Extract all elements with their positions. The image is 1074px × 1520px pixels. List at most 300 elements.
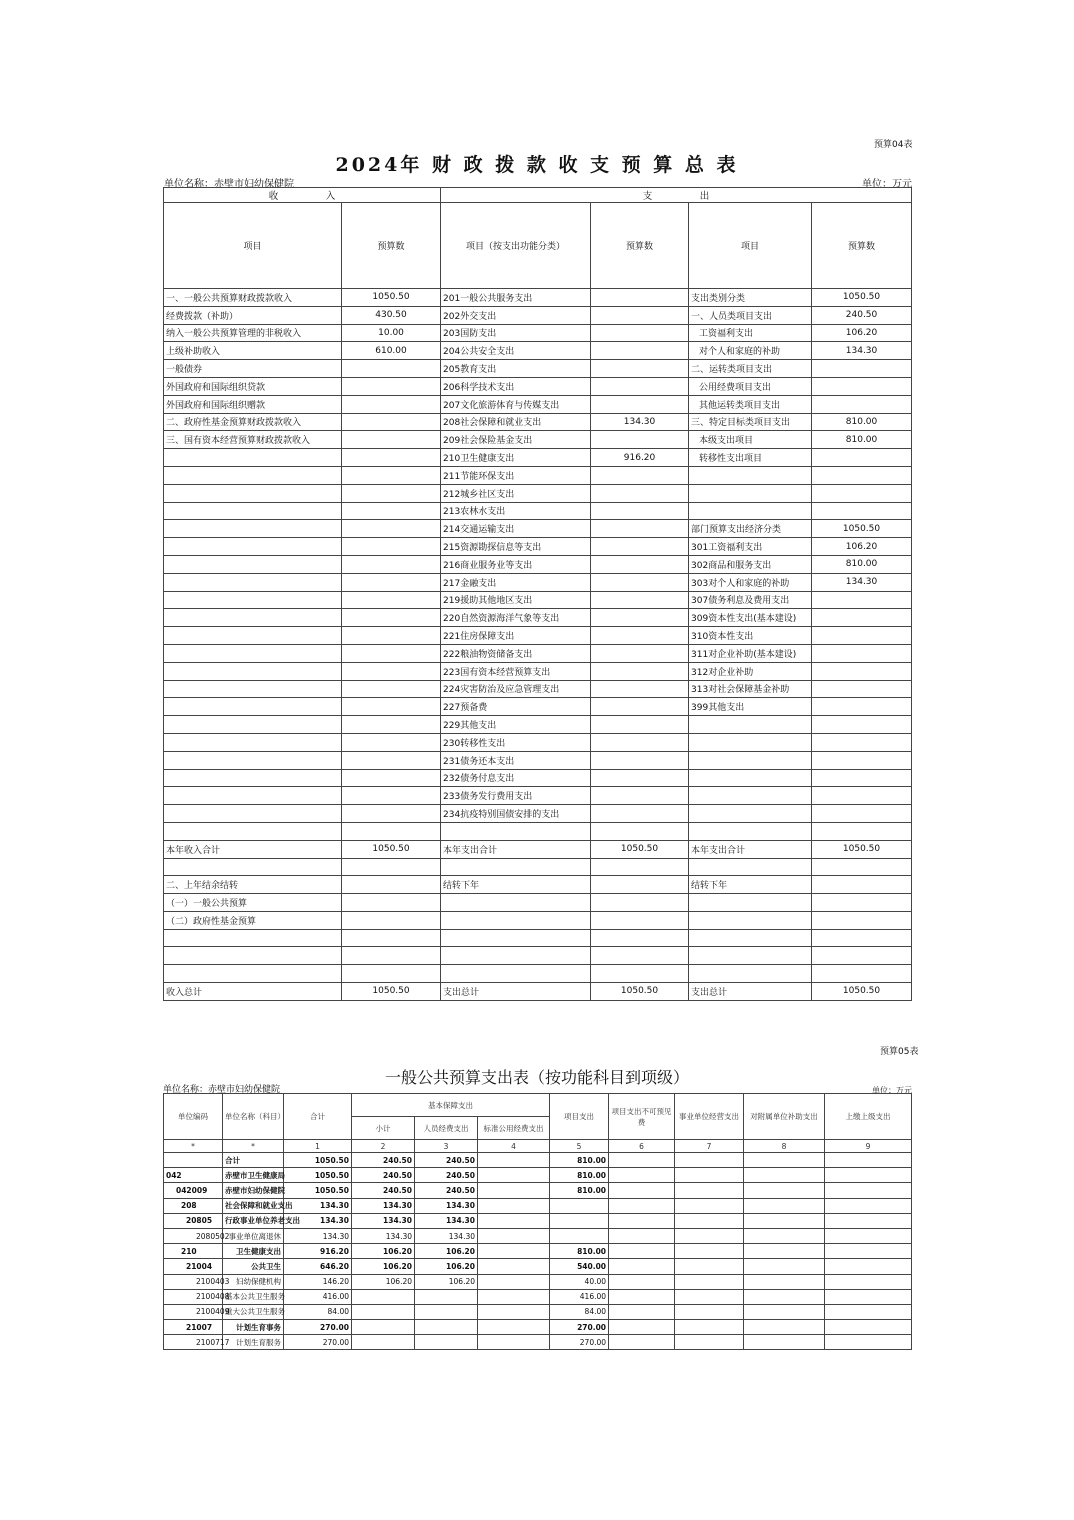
table-cell	[441, 894, 591, 912]
table-cell: 240.50	[352, 1168, 415, 1183]
table-cell: 上级补助收入	[164, 342, 342, 360]
table-cell: 84.00	[284, 1304, 352, 1319]
table-row	[164, 822, 912, 840]
table-cell	[675, 1228, 744, 1243]
table-cell	[164, 751, 342, 769]
table-cell	[744, 1304, 825, 1319]
table-cell: 对个人和家庭的补助	[689, 342, 812, 360]
table-cell: 302商品和服务支出	[689, 555, 812, 573]
table-cell	[591, 769, 689, 787]
table-cell: 转移性支出项目	[689, 449, 812, 467]
table-cell: 134.30	[415, 1198, 478, 1213]
table-cell	[591, 484, 689, 502]
table-cell: 1050.50	[812, 520, 912, 538]
table-cell	[689, 733, 812, 751]
table-cell: 一、人员类项目支出	[689, 306, 812, 324]
table-cell	[164, 555, 342, 573]
table-cell	[689, 947, 812, 965]
table-row	[164, 1198, 912, 1213]
table-row	[164, 573, 912, 591]
table-cell: 106.20	[415, 1244, 478, 1259]
table-cell: 二、上年结余结转	[164, 876, 342, 894]
table-cell	[591, 698, 689, 716]
table-cell	[689, 805, 812, 823]
table-cell	[675, 1183, 744, 1198]
table-cell: 计划生育服务	[223, 1335, 284, 1350]
table-cell: 311对企业补助(基本建设)	[689, 644, 812, 662]
page-title-2: 一般公共预算支出表（按功能科目到项级）	[384, 1068, 689, 1087]
table-cell	[689, 929, 812, 947]
table-cell: 213农林水支出	[441, 502, 591, 520]
table-cell	[164, 449, 342, 467]
table-cell: 本年收入合计	[164, 840, 342, 858]
table-cell	[812, 876, 912, 894]
table-cell	[478, 1259, 550, 1274]
table-cell: 240.50	[812, 306, 912, 324]
table-cell	[478, 1244, 550, 1259]
table-cell: 20805	[164, 1213, 223, 1228]
table-cell	[689, 911, 812, 929]
table-cell	[164, 929, 342, 947]
table-cell	[825, 1183, 912, 1198]
table-row	[164, 680, 912, 698]
table-row	[164, 1274, 912, 1289]
table-row	[164, 983, 912, 1001]
col-header: 小计	[352, 1117, 415, 1140]
table-cell	[342, 805, 441, 823]
table-cell	[675, 1213, 744, 1228]
table-cell	[591, 502, 689, 520]
table-cell: 810.00	[812, 431, 912, 449]
page-title-1: 2024年 财 政 拨 款 收 支 预 算 总 表	[335, 154, 739, 176]
table-cell: 公用经费项目支出	[689, 377, 812, 395]
table-cell	[812, 769, 912, 787]
table-cell	[591, 929, 689, 947]
table-cell	[609, 1198, 675, 1213]
table-cell: 1050.50	[342, 983, 441, 1001]
col-header: 上缴上级支出	[825, 1094, 912, 1140]
table-cell: 146.20	[284, 1274, 352, 1289]
col-header: 项目	[164, 203, 342, 289]
table-cell	[164, 627, 342, 645]
table-cell	[812, 698, 912, 716]
table-cell: 本年支出合计	[689, 840, 812, 858]
table-cell: 231债务还本支出	[441, 751, 591, 769]
table-cell	[689, 484, 812, 502]
table-cell	[415, 1304, 478, 1319]
table-cell	[591, 733, 689, 751]
table-cell	[342, 573, 441, 591]
table-cell	[689, 894, 812, 912]
table-cell	[478, 1320, 550, 1335]
table-row	[164, 360, 912, 378]
table-cell	[812, 680, 912, 698]
index-cell: 5	[550, 1140, 609, 1153]
table-cell	[478, 1168, 550, 1183]
table-cell: 84.00	[550, 1304, 609, 1319]
col-header: 合计	[284, 1094, 352, 1140]
table-cell	[689, 751, 812, 769]
table-cell	[164, 858, 342, 876]
table-row	[164, 1320, 912, 1335]
table-cell: 2100717	[164, 1335, 223, 1350]
table-cell	[342, 591, 441, 609]
table-cell: 结转下年	[441, 876, 591, 894]
table-cell: 2100403	[164, 1274, 223, 1289]
table-cell: 支出类别分类	[689, 289, 812, 307]
table-cell: 212城乡社区支出	[441, 484, 591, 502]
col-header: 项目（按支出功能分类）	[441, 203, 591, 289]
table-cell: 208社会保障和就业支出	[441, 413, 591, 431]
table-cell: 134.30	[352, 1198, 415, 1213]
table-cell: 222粮油物资储备支出	[441, 644, 591, 662]
table-cell: 810.00	[550, 1183, 609, 1198]
table-cell	[744, 1335, 825, 1350]
table-row	[164, 733, 912, 751]
table-cell: 309资本性支出(基本建设)	[689, 609, 812, 627]
table-cell	[164, 716, 342, 734]
table-cell	[591, 858, 689, 876]
table-cell	[812, 894, 912, 912]
expenditure-by-function-table	[163, 1093, 912, 1350]
table-cell: 1050.50	[342, 840, 441, 858]
table-cell: 270.00	[550, 1335, 609, 1350]
table-row	[164, 1289, 912, 1304]
table-cell	[342, 858, 441, 876]
table-cell	[591, 680, 689, 698]
table-cell	[675, 1320, 744, 1335]
table-cell: 310资本性支出	[689, 627, 812, 645]
table-row	[164, 698, 912, 716]
table-cell: 416.00	[550, 1289, 609, 1304]
index-cell: 6	[609, 1140, 675, 1153]
table-cell: 重大公共卫生服务	[223, 1304, 284, 1319]
table-row	[164, 324, 912, 342]
table-cell: 134.30	[352, 1228, 415, 1243]
table-cell: 二、运转类项目支出	[689, 360, 812, 378]
table-row	[164, 894, 912, 912]
table-cell: 399其他支出	[689, 698, 812, 716]
table-cell	[744, 1153, 825, 1168]
table-cell	[825, 1304, 912, 1319]
table-cell: 810.00	[812, 555, 912, 573]
table-cell	[591, 466, 689, 484]
table-cell: 结转下年	[689, 876, 812, 894]
table-cell: 行政事业单位养老支出	[223, 1213, 284, 1228]
table-cell: 1050.50	[812, 289, 912, 307]
table-cell	[812, 377, 912, 395]
table-cell	[591, 947, 689, 965]
table-cell	[164, 680, 342, 698]
table-cell	[478, 1213, 550, 1228]
table-cell: 810.00	[550, 1168, 609, 1183]
table-cell: 303对个人和家庭的补助	[689, 573, 812, 591]
table-cell: （二）政府性基金预算	[164, 911, 342, 929]
table-cell: 卫生健康支出	[223, 1244, 284, 1259]
table-row	[164, 787, 912, 805]
table-cell: 210卫生健康支出	[441, 449, 591, 467]
table-cell: 二、政府性基金预算财政拨款收入	[164, 413, 342, 431]
table-cell: 2100409	[164, 1304, 223, 1319]
table-cell: 21004	[164, 1259, 223, 1274]
table-cell	[812, 965, 912, 983]
table-cell	[342, 822, 441, 840]
table-cell	[825, 1228, 912, 1243]
table-cell	[591, 431, 689, 449]
col-header: 人员经费支出	[415, 1117, 478, 1140]
table-cell	[825, 1320, 912, 1335]
table-cell	[812, 466, 912, 484]
table-cell: 234抗疫特别国债安排的支出	[441, 805, 591, 823]
table-cell: 209社会保险基金支出	[441, 431, 591, 449]
table-cell: 134.30	[352, 1213, 415, 1228]
table-cell	[591, 716, 689, 734]
table-cell: 三、国有资本经营预算财政拨款收入	[164, 431, 342, 449]
table-cell	[825, 1289, 912, 1304]
table-cell	[591, 662, 689, 680]
table-cell	[342, 929, 441, 947]
table-cell: 208	[164, 1198, 223, 1213]
table-cell	[342, 680, 441, 698]
table-cell: 134.30	[591, 413, 689, 431]
table-cell	[609, 1274, 675, 1289]
table-cell	[342, 911, 441, 929]
table-cell	[609, 1304, 675, 1319]
table-cell	[812, 591, 912, 609]
table-cell: 106.20	[812, 324, 912, 342]
table-cell	[342, 609, 441, 627]
table-row	[164, 1244, 912, 1259]
table-cell: 042	[164, 1168, 223, 1183]
index-cell: 7	[675, 1140, 744, 1153]
table-cell	[164, 822, 342, 840]
table-cell: 社会保障和就业支出	[223, 1198, 284, 1213]
table-row	[164, 591, 912, 609]
table-cell	[441, 822, 591, 840]
table-cell: 1050.50	[342, 289, 441, 307]
col-header: 标准公用经费支出	[478, 1117, 550, 1140]
table-cell: 134.30	[812, 573, 912, 591]
table-cell: 收入总计	[164, 983, 342, 1001]
table-cell: 810.00	[812, 413, 912, 431]
table-cell	[675, 1244, 744, 1259]
table-cell	[591, 342, 689, 360]
table-cell: 216商业服务业等支出	[441, 555, 591, 573]
table-cell	[478, 1304, 550, 1319]
table-row	[164, 1183, 912, 1198]
table-cell: 2080502	[164, 1228, 223, 1243]
table-cell	[342, 769, 441, 787]
table-cell: 810.00	[550, 1244, 609, 1259]
table-cell	[352, 1335, 415, 1350]
table-cell	[164, 1153, 223, 1168]
table-cell	[478, 1228, 550, 1243]
table-cell	[689, 769, 812, 787]
table-cell: 1050.50	[284, 1183, 352, 1198]
table-cell	[478, 1335, 550, 1350]
table-cell: 外国政府和国际组织赠款	[164, 395, 342, 413]
table-cell	[812, 751, 912, 769]
table-cell	[550, 1198, 609, 1213]
table-cell: 916.20	[284, 1244, 352, 1259]
table-cell: 220自然资源海洋气象等支出	[441, 609, 591, 627]
index-cell: 1	[284, 1140, 352, 1153]
table-cell	[342, 662, 441, 680]
col-header: 单位编码	[164, 1094, 223, 1140]
table-cell	[591, 306, 689, 324]
table-cell: 215资源勘探信息等支出	[441, 538, 591, 556]
table-cell: 计划生育事务	[223, 1320, 284, 1335]
table-cell	[689, 858, 812, 876]
table-row	[164, 716, 912, 734]
table-cell: 203国防支出	[441, 324, 591, 342]
table-cell	[744, 1320, 825, 1335]
table-cell	[812, 716, 912, 734]
table-cell: 810.00	[550, 1153, 609, 1168]
table-cell	[812, 484, 912, 502]
table-cell	[550, 1228, 609, 1243]
table-row	[164, 805, 912, 823]
table-cell: 基本公共卫生服务	[223, 1289, 284, 1304]
table-cell	[550, 1213, 609, 1228]
table-cell	[609, 1289, 675, 1304]
table-row	[164, 342, 912, 360]
table-row	[164, 911, 912, 929]
table-cell: 2100408	[164, 1289, 223, 1304]
table-cell	[812, 822, 912, 840]
table-cell: 232债务付息支出	[441, 769, 591, 787]
table-cell: 207文化旅游体育与传媒支出	[441, 395, 591, 413]
table-cell	[164, 573, 342, 591]
table-cell	[342, 377, 441, 395]
table-cell: 21007	[164, 1320, 223, 1335]
table-row	[164, 538, 912, 556]
table-cell: 1050.50	[812, 983, 912, 1001]
table-cell: 205教育支出	[441, 360, 591, 378]
table-cell: 106.20	[352, 1244, 415, 1259]
table-cell	[689, 502, 812, 520]
table-cell	[164, 805, 342, 823]
table-cell: 三、特定目标类项目支出	[689, 413, 812, 431]
table-cell: 307债务利息及费用支出	[689, 591, 812, 609]
table-cell	[342, 449, 441, 467]
table-cell	[164, 609, 342, 627]
table-cell: 经费拨款（补助）	[164, 306, 342, 324]
table-row	[164, 751, 912, 769]
table-row	[164, 431, 912, 449]
table-cell	[478, 1289, 550, 1304]
table-cell: 一、一般公共预算财政拨款收入	[164, 289, 342, 307]
table-cell	[812, 449, 912, 467]
table-cell	[478, 1198, 550, 1213]
table-cell	[342, 431, 441, 449]
table-cell: 210	[164, 1244, 223, 1259]
table-cell: 赤壁市妇幼保健院	[223, 1183, 284, 1198]
form-tag-1: 预算04表	[874, 140, 913, 150]
table-cell: 134.30	[284, 1198, 352, 1213]
table-row	[164, 965, 912, 983]
table-cell	[441, 947, 591, 965]
table-cell	[825, 1335, 912, 1350]
table-cell	[812, 929, 912, 947]
table-cell: 204公共安全支出	[441, 342, 591, 360]
table-cell	[342, 502, 441, 520]
col-header: 基本保障支出	[352, 1094, 550, 1117]
table-cell	[342, 413, 441, 431]
index-cell: *	[164, 1140, 223, 1153]
table-cell	[441, 929, 591, 947]
table-cell	[812, 644, 912, 662]
table-cell	[591, 787, 689, 805]
table-row	[164, 1168, 912, 1183]
table-cell	[744, 1183, 825, 1198]
table-cell	[812, 395, 912, 413]
table-cell	[825, 1259, 912, 1274]
table-cell	[812, 733, 912, 751]
table-cell	[591, 751, 689, 769]
table-row	[164, 1228, 912, 1243]
table-cell: 221住房保障支出	[441, 627, 591, 645]
table-cell: 其他运转类项目支出	[689, 395, 812, 413]
table-row	[164, 1153, 912, 1168]
col-header: 单位名称（科目）	[223, 1094, 284, 1140]
col-header: 对附属单位补助支出	[744, 1094, 825, 1140]
table-cell	[164, 698, 342, 716]
table-cell: 106.20	[415, 1274, 478, 1289]
table-cell: 610.00	[342, 342, 441, 360]
table-cell	[609, 1183, 675, 1198]
table-cell: 事业单位离退休	[223, 1228, 284, 1243]
table-cell	[591, 627, 689, 645]
table-cell	[342, 698, 441, 716]
table-cell: 公共卫生	[223, 1259, 284, 1274]
table-cell	[689, 965, 812, 983]
table-row	[164, 1259, 912, 1274]
table-cell	[744, 1289, 825, 1304]
table-cell	[478, 1153, 550, 1168]
table-row	[164, 609, 912, 627]
table-cell: 430.50	[342, 306, 441, 324]
income-group-header: 收 入	[164, 188, 441, 203]
table-cell: 1050.50	[591, 840, 689, 858]
table-cell	[609, 1320, 675, 1335]
table-cell	[164, 787, 342, 805]
table-cell	[591, 324, 689, 342]
index-cell: 4	[478, 1140, 550, 1153]
table-cell	[591, 965, 689, 983]
table-cell: 233债务发行费用支出	[441, 787, 591, 805]
table-cell	[675, 1198, 744, 1213]
table-row	[164, 840, 912, 858]
table-cell: 301工资福利支出	[689, 538, 812, 556]
table-cell	[609, 1213, 675, 1228]
table-cell	[478, 1274, 550, 1289]
table-row	[164, 662, 912, 680]
unit-name-2: 单位名称：赤壁市妇幼保健院	[163, 1085, 281, 1095]
table-cell: 10.00	[342, 324, 441, 342]
table-cell	[675, 1274, 744, 1289]
table-cell: 270.00	[284, 1320, 352, 1335]
unit-label-2: 单位：万元	[872, 1086, 912, 1095]
table-cell: 1050.50	[812, 840, 912, 858]
table-cell	[164, 644, 342, 662]
table-cell: 134.30	[284, 1213, 352, 1228]
table-cell	[591, 876, 689, 894]
table-cell: 646.20	[284, 1259, 352, 1274]
table-cell: 540.00	[550, 1259, 609, 1274]
table-cell: 本年支出合计	[441, 840, 591, 858]
form-tag-2: 预算05表	[880, 1047, 919, 1057]
